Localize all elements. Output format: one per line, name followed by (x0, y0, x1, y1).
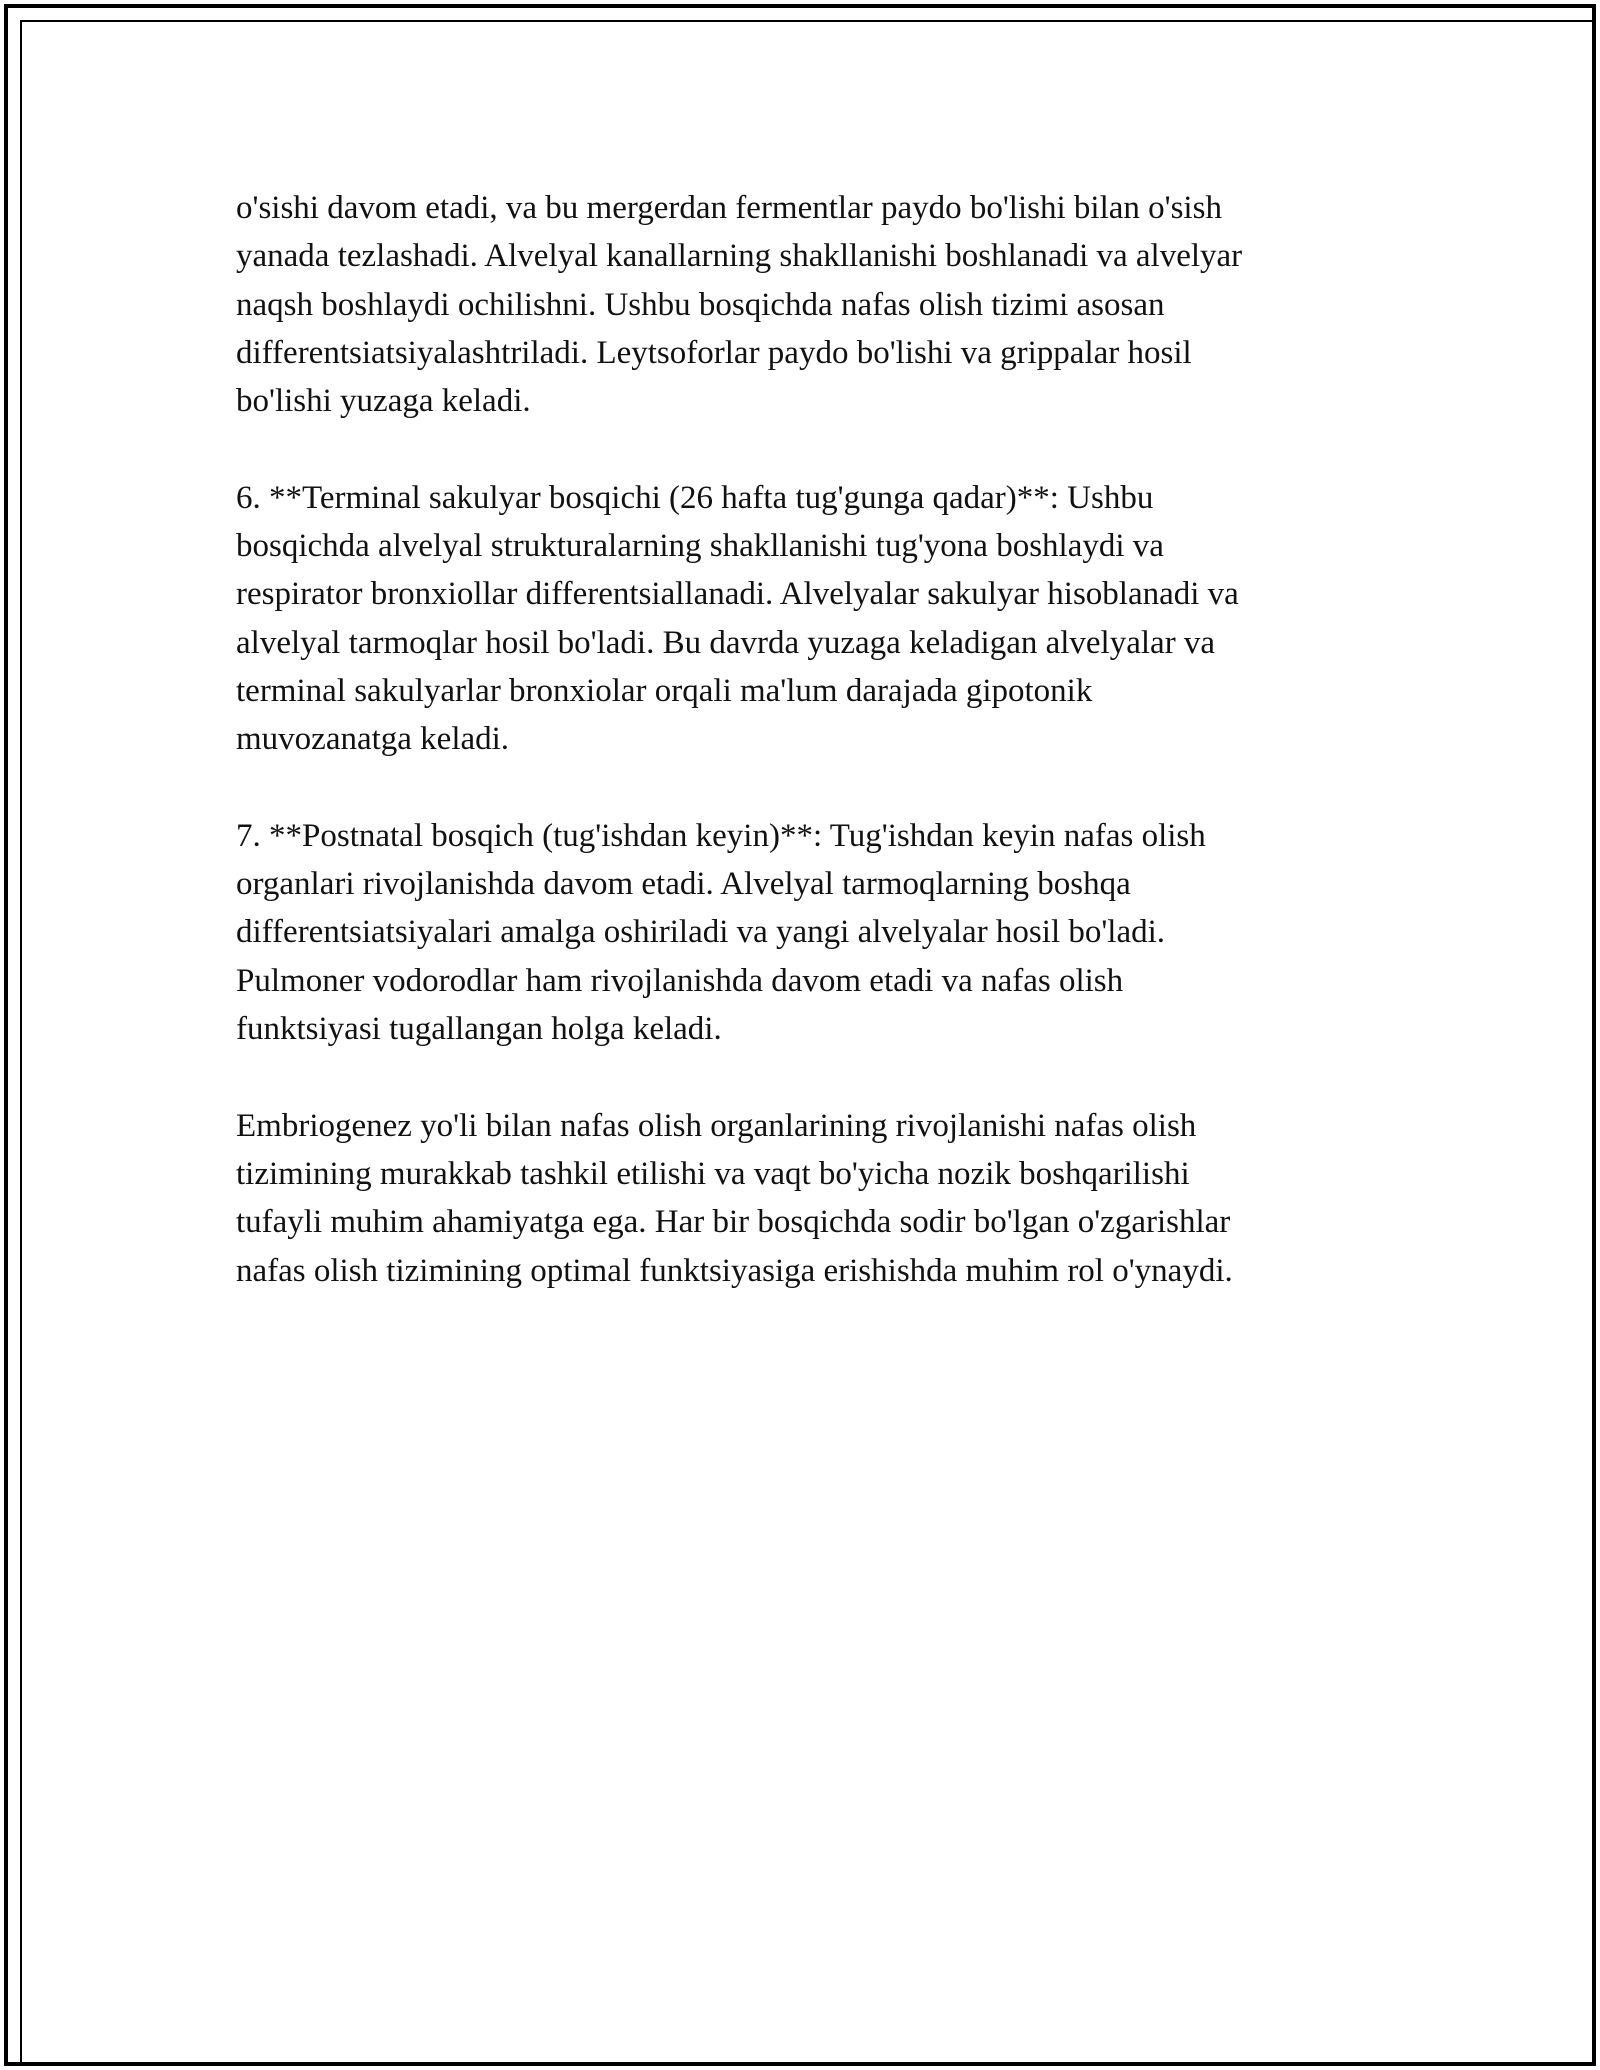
paragraph-postnatal-stage: 7. **Postnatal bosqich (tug'ishdan keyin)**: Tug'ishdan keyin nafas olish organlari rivojlanishda davom etadi. Alvelyal tarmoqlarning boshqa differentsiatsiyalari amalga oshiriladi va yangi alvelyalar hosil bo'ladi. Pulmoner vodorodlar ham rivojlanishda davom etadi va nafas olish funktsiyasi tugallangan holga keladi. (236, 817, 1206, 1048)
paragraph-conclusion: Embriogenez yo'li bilan nafas olish organlarining rivojlanishi nafas olish tizimining murakkab tashkil etilishi va vaqt bo'yicha nozik boshqarilishi tufayli muhim ahamiyatga ega. Har bir bosqichda sodir bo'lgan o'zgarishlar nafas olish tizimining optimal funktsiyasiga erishishda muhim rol o'ynaydi. (236, 1107, 1233, 1289)
paragraph-alveolar-growth: o'sishi davom etadi, va bu mergerdan fermentlar paydo bo'lishi bilan o'sish yanada tezlashadi. Alvelyal kanallarning shakllanishi boshlanadi va alvelyar naqsh boshlaydi ochilishni. Ushbu bosqichda nafas olish tizimi asosan differentsiatsiyalashtriladi. Leytsoforlar paydo bo'lishi va grippalar hosil bo'lishi yuzaga keladi. (236, 190, 1243, 420)
paragraph-terminal-saccular-stage: 6. **Terminal sakulyar bosqichi (26 hafta tug'gunga qadar)**: Ushbu bosqichda alvelyal strukturalarning shakllanishi tug'yona boshlaydi va respirator bronxiollar differentsiallanadi. Alvelyalar sakulyar hisoblanadi va alvelyal tarmoqlar hosil bo'ladi. Bu davrda yuzaga keladigan alvelyalar va terminal sakulyarlar bronxiolar orqali ma'lum darajada gipotonik muvozanatga keladi. (236, 479, 1239, 758)
document-body (236, 184, 1366, 1343)
